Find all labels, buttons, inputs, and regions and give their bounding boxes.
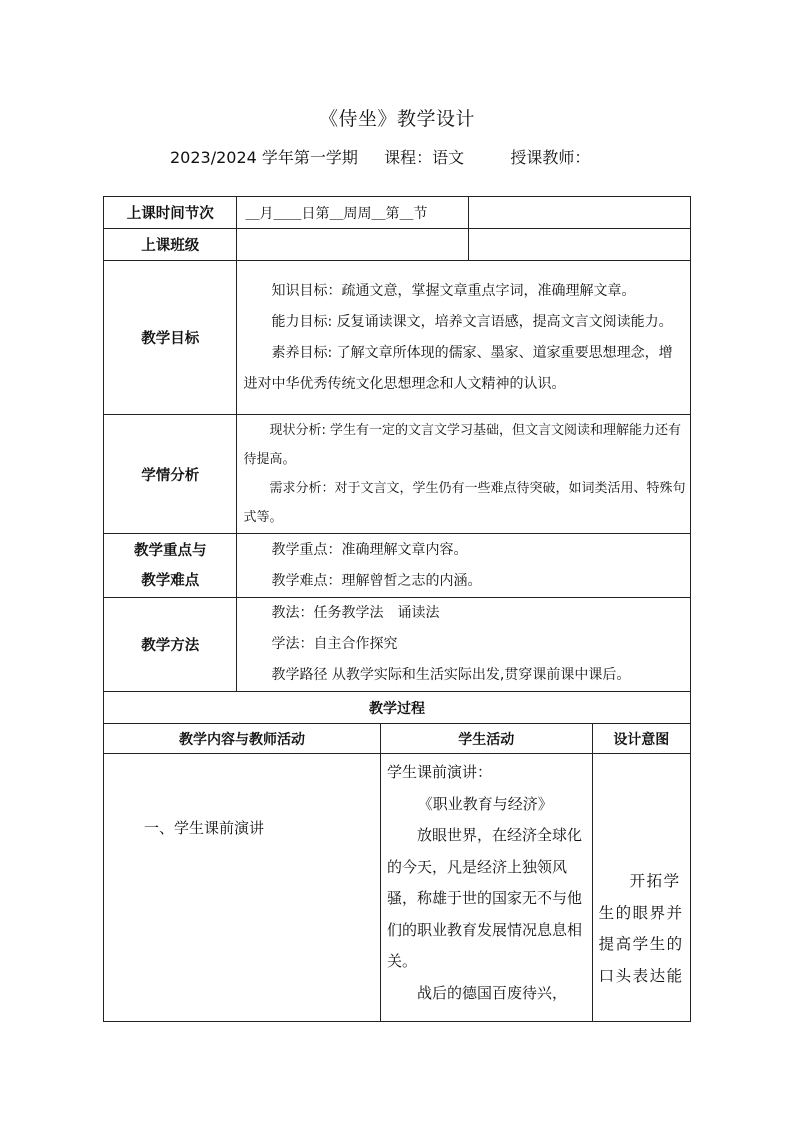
class-row <box>104 229 691 261</box>
course-text: 课程：语文 <box>384 148 465 167</box>
lesson-plan-table <box>103 196 691 1022</box>
key-label-line: 教学重点与 <box>133 542 207 559</box>
column-header: 设计意图 <box>592 724 690 754</box>
student-line: 学生课前演讲： <box>386 763 492 781</box>
column-header: 学生活动 <box>380 724 592 754</box>
time-extra-cell <box>469 197 691 229</box>
method-row <box>104 598 691 692</box>
term-text: 2023/2024 学年第一学期 <box>170 148 358 167</box>
analysis-row <box>104 415 691 534</box>
goals-row <box>104 261 691 415</box>
method-item: 教学路径 从教学实际和生活实际出发,贯穿课前课中课后。 <box>271 667 631 683</box>
key-content <box>237 534 691 598</box>
column-header: 教学内容与教师活动 <box>104 724 381 754</box>
time-value: ＿月＿＿日第＿周周＿第＿节 <box>237 197 469 229</box>
goal-item: 知识目标：疏通文意，掌握文章重点字词，准确理解文章。 <box>271 282 636 299</box>
step1-content: 一、学生课前演讲 <box>104 754 381 1022</box>
document-title: 《侍坐》教学设计 <box>318 108 475 130</box>
goals-content <box>237 261 691 415</box>
key-row <box>104 534 691 598</box>
key-label <box>104 534 237 598</box>
method-content <box>237 598 691 692</box>
student-activity <box>381 754 592 1009</box>
process-row <box>104 692 691 724</box>
columns-row <box>104 724 691 754</box>
class-label: 上课班级 <box>104 229 237 261</box>
key-item: 教学难点：理解曾皙之志的内涵。 <box>271 572 482 589</box>
step1-intent <box>592 754 690 1022</box>
step1-student <box>380 754 592 1022</box>
class-value <box>237 229 469 261</box>
student-line: 放眼世界，在经济全球化的今天，凡是经济上独领风骚，称雄于世的国家无不与他们的职业教育发展情况息息相关。 <box>386 826 582 970</box>
method-item: 教法：任务教学法 诵读法 <box>271 605 440 621</box>
method-item: 学法：自主合作探究 <box>271 636 398 652</box>
key-item: 教学重点：准确理解文章内容。 <box>271 541 468 558</box>
analysis-label: 学情分析 <box>104 415 237 534</box>
teacher-text: 授课教师： <box>510 148 591 167</box>
analysis-item: 现状分析: 学生有一定的文言文学习基础，但文言文阅读和理解能力还有待提高。 <box>243 423 681 467</box>
student-line: 战后的德国百废待兴， <box>416 983 567 1002</box>
analysis-item: 需求分析：对于文言文，学生仍有一些难点待突破，如词类活用、特殊句式等。 <box>243 481 686 525</box>
goals-label: 教学目标 <box>104 261 237 415</box>
student-line: 《职业教育与经济》 <box>417 794 553 813</box>
goal-item: 素养目标: 了解文章所体现的儒家、墨家、道家重要思想理念，增进对中华优秀传统文化思想理念和人文精神的认识。 <box>243 344 673 392</box>
process-label: 教学过程 <box>104 692 691 724</box>
goal-item: 能力目标: 反复诵读课文，培养文言语感，提高文言文阅读能力。 <box>271 313 673 330</box>
time-row <box>104 197 691 229</box>
time-label: 上课时间节次 <box>104 197 237 229</box>
document-subtitle <box>170 145 590 168</box>
analysis-content <box>237 415 691 534</box>
class-extra-cell <box>469 229 691 261</box>
intent-text: 开拓学生的眼界并提高学生的口头表达能 <box>598 872 684 985</box>
step1-row <box>104 754 691 1022</box>
method-label: 教学方法 <box>104 598 237 692</box>
key-label-line: 教学难点 <box>141 572 200 589</box>
